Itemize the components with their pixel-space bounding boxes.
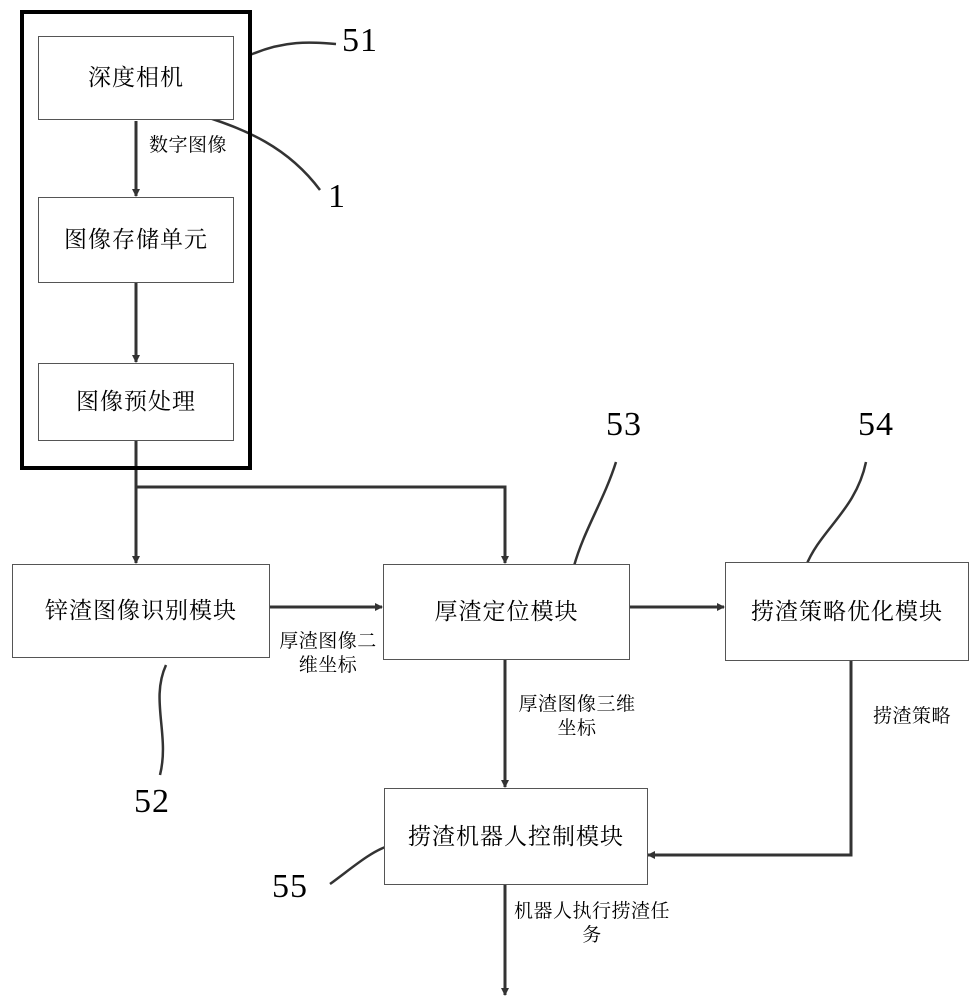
edge-label-robot-task: 机器人执行捞渣任务 (513, 901, 670, 946)
node-image-preprocess-label: 图像预处理 (76, 388, 196, 415)
edge-label-slag-2d-coord: 厚渣图像二维坐标 (279, 631, 377, 676)
edge-label-digital-image: 数字图像 (148, 135, 227, 156)
node-depth-camera-label: 深度相机 (88, 64, 184, 91)
leader-53 (574, 462, 616, 566)
node-image-preprocess[interactable] (38, 363, 234, 441)
node-zinc-slag-recognition-label: 锌渣图像识别模块 (45, 597, 237, 624)
node-image-storage-label: 图像存储单元 (64, 226, 208, 253)
leader-54 (806, 462, 866, 566)
ref-number-54: 54 (858, 406, 894, 443)
node-slag-locating[interactable] (383, 564, 630, 660)
edge-label-slag-strategy: 捞渣策略 (872, 706, 951, 727)
ref-number-55: 55 (272, 868, 308, 905)
node-zinc-slag-recognition[interactable] (12, 564, 270, 658)
node-strategy-optimization[interactable] (725, 562, 969, 661)
ref-number-51: 51 (342, 22, 378, 59)
ref-number-52: 52 (134, 783, 170, 820)
leader-55 (330, 846, 388, 884)
edge-label-slag-3d-coord: 厚渣图像三维坐标 (518, 694, 636, 739)
node-image-storage[interactable] (38, 197, 234, 283)
leader-52 (160, 665, 166, 775)
edge-strategy-to-robot (648, 661, 851, 855)
node-strategy-optimization-label: 捞渣策略优化模块 (751, 597, 943, 624)
leader-51 (250, 43, 336, 55)
ref-number-1: 1 (328, 178, 346, 215)
node-robot-control[interactable] (384, 788, 648, 885)
ref-number-53: 53 (606, 406, 642, 443)
node-robot-control-label: 捞渣机器人控制模块 (408, 822, 624, 849)
node-slag-locating-label: 厚渣定位模块 (434, 598, 579, 625)
node-depth-camera[interactable] (38, 36, 234, 120)
edge-preprocess-to-locating (136, 487, 505, 563)
